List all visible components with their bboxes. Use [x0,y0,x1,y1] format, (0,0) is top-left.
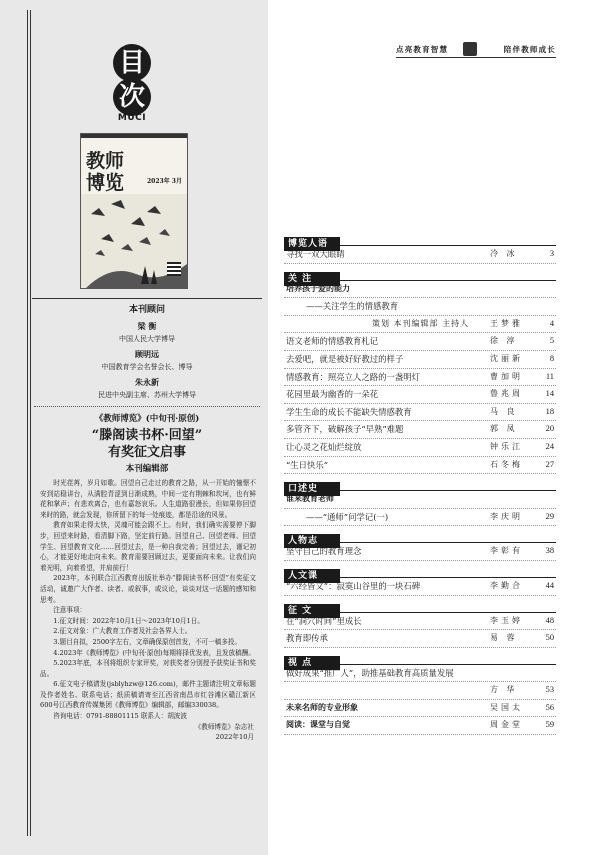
section-header [284,476,556,495]
toc-entry[interactable] [284,369,556,387]
entry-title: “六经皆文”：寂寞山谷里的一块石碑 [286,580,421,591]
entry-page: 56 [545,702,554,712]
announcement-body [40,478,256,743]
magazine-cover [80,133,188,289]
entry-page: 38 [545,546,554,556]
entry-author: 马 良 [490,406,518,416]
toc-entry[interactable] [284,316,556,334]
cover-issue: 2023年 3月 [147,178,182,185]
entry-author: 李庆明 [490,511,523,521]
entry-page: 14 [545,389,554,399]
entry-page: 53 [545,685,554,695]
table-of-contents [284,229,556,735]
announcement-subtitle: 有奖征文启事 [107,445,186,460]
notice-item: 2.征文对象：广大教育工作者及社会各界人士。 [53,627,192,636]
divider [34,406,260,407]
cover-title: 教师 博览 [86,150,125,194]
entry-title: 学生生命的成长不能缺失情感教育 [286,406,412,417]
signature: 《教师博览》杂志社 [194,722,254,731]
toc-entry[interactable] [284,682,556,700]
notice-heading: 注意事项： [53,606,87,615]
entry-title: ——关注学生的情感教育 [306,301,399,312]
advisors-heading: 本刊顾问 [128,305,165,315]
entry-title: “生日快乐” [286,459,329,470]
entry-staff: 策划 本刊编辑部 主持人 [372,318,470,328]
toc-entry[interactable] [284,246,556,264]
toc-entry[interactable] [284,404,556,422]
entry-author: 李勤合 [490,580,523,590]
entry-page: 18 [545,406,554,416]
toc-entry[interactable] [284,281,556,299]
advisor-role: 中国教育学会名誉会长、博导 [101,363,193,371]
heading-char-mu: 目 [113,44,151,82]
section-header [284,650,556,668]
entry-page: 24 [545,441,554,451]
section-title: 人物志 [284,534,340,548]
entry-author: 易 蓉 [490,633,518,643]
heading-char-ci: 次 [113,78,151,116]
advisor-name: 顾明远 [135,349,159,359]
toc-entry[interactable] [284,351,556,369]
toc-entry[interactable] [284,298,556,316]
entry-title: 未来名师的专业形象 [286,702,358,712]
entry-page: 44 [545,580,554,590]
vertical-rule [30,10,31,836]
paragraph: 2023年，本刊联合江西教育出版社举办“滕阁读书杯·回望”有奖征文活动，诚邀广大作者、读者、或叙事，或议论，谈谈对这一话题的感知和思考。 [40,574,256,604]
section-title: 征 文 [284,604,340,618]
toc-entry[interactable] [284,386,556,404]
entry-title: 培养孩子爱的能力 [286,283,350,293]
notice-item: 5.2023年底，本刊将组织专家评奖，对获奖者分别授予获奖证书和奖品。 [40,659,256,678]
divider [396,57,556,58]
paragraph: 时光荏苒，岁月如歌。回望自己走过的教育之路，从一开始的憧憬不安到站稳讲台，从满腔青涩到日渐成熟，中间一定有荆棘和坎坷，也有鲜花和掌声；有悲欢离合，也有嘉怒哀乐。人生道路很漫长，但如果你回望来时的路，就会发现，你所留下的每一处痕迹，都是沿途的风景。 [40,479,256,519]
announcement-dept: 本刊编辑部 [125,464,169,474]
entry-title: 去爱吧，就是被好好教过的样子 [286,353,404,364]
notice-item: 3.题目自拟，2500字左右，文章确保原创首发，不可一稿多投。 [53,637,242,646]
entry-page: 8 [549,353,554,363]
toc-entry[interactable] [284,333,556,351]
entry-author: 郭 凤 [490,424,518,434]
logo-icon [463,42,477,56]
entry-author: 钟乐江 [490,441,523,451]
toc-entry[interactable] [284,630,556,648]
entry-page: 50 [545,633,554,643]
entry-page: 11 [545,371,554,381]
section-header [284,598,556,616]
section-title: 视 点 [284,656,340,670]
entry-author: 王梦雅 [490,318,523,328]
entry-page: 48 [545,615,554,625]
toc-entry[interactable] [284,439,556,457]
entry-title: 情感教育：照亮立人之路的一盏明灯 [286,371,420,382]
entry-title: ——“通师”问学记(一) [306,511,389,522]
section-header [284,528,556,547]
entry-author: 吴国太 [490,702,523,712]
entry-title: 阅读：课堂与自觉 [286,720,350,730]
entry-author: 方 华 [490,685,518,695]
section-header [284,563,556,581]
toc-entry[interactable] [284,509,556,527]
heading-latin: MUCI [117,113,147,123]
toc-entry[interactable] [284,578,556,596]
entry-author: 鲁兆周 [490,389,523,399]
entry-page: 27 [545,459,554,469]
toc-entry[interactable] [284,665,556,683]
toc-entry[interactable] [284,491,556,509]
toc-entry[interactable] [284,543,556,561]
notice-item: 1.征文时间：2022年10月1日～2023年10月1日。 [53,616,204,625]
entry-page: 5 [549,336,554,346]
entry-author: 李彰有 [490,546,523,556]
tagline: 点亮教育智慧 陪伴教师成长 [396,45,556,54]
entry-page: 59 [545,720,554,730]
section-header [284,266,556,284]
entry-author: 石冬梅 [490,459,523,469]
toc-entry[interactable] [284,700,556,718]
entry-author: 周金堂 [490,720,523,730]
section-title: 博览人语 [284,237,340,251]
entry-page: 20 [545,424,554,434]
toc-entry[interactable] [284,613,556,631]
entry-author: 曹加明 [490,371,523,381]
entry-title: 多管齐下，破解孩子“早熟”难题 [286,424,404,435]
section-header [284,231,556,249]
announcement-title: “滕阁读书杯·回望” [91,428,203,443]
advisor-role: 中国人民大学博导 [119,335,175,343]
entry-title: 语文老师的情感教育札记 [286,336,379,347]
entry-author: 李玉婷 [490,615,523,625]
signature-date: 2022年10月 [215,733,254,742]
qr-code [167,262,181,276]
contact-line: 咨询电话：0791-88801115 联系人：胡波波 [53,712,187,721]
entry-title: 谁来教育老师 [286,494,334,504]
entry-page: 29 [545,511,554,521]
divider [32,298,262,299]
advisor-name: 梁 衡 [137,321,157,331]
vertical-rule [27,10,28,836]
entry-title: 寻找一双大眼睛 [286,249,345,259]
section-title: 关 注 [284,272,340,286]
entry-author: 冷 冰 [490,249,518,258]
announcement-magazine: 《教师博览》(中旬刊·原创) [94,414,200,424]
entry-title: 在“洞穴时间”里成长 [286,615,362,626]
advisor-role: 民进中央副主席、苏州大学博导 [98,391,196,399]
entry-page: 4 [549,318,554,328]
section-title: 人文课 [284,569,340,583]
entry-title: 做好成果“推广人”，助推基础教育高质量发展 [286,667,454,678]
notice-item: 6.征文电子稿请发(jsblyhzw@126.com)，邮件主题请注明文章标题及作者姓名、联系电话；纸质稿请寄至江西省南昌市红谷滩区赣江新区600号江西教育传媒集团《教师博览》编辑部，邮编330038。 [40,680,256,710]
entry-author: 沈丽新 [490,353,523,363]
entry-title: 让心灵之花灿烂绽放 [286,441,362,452]
advisor-name: 朱永新 [135,377,159,387]
section-title: 口述史 [284,482,340,496]
toc-entry[interactable] [284,717,556,735]
entry-author: 徐 淳 [490,336,518,346]
notice-item: 4.2023年《教师博览》(中旬刊·原创)每期将择优发表，且发放稿酬。 [53,648,255,657]
paragraph: 教育如果走得太快，灵魂可能会跟不上。有时，我们确实需要停下脚步，回望来时路，看清脚下路，坚定前行路。回望自己、回望老师、回望学生、回望教育文化……回望过去，是一种自我完善；回望过去，谨记初心，才能更好地走向未来。教育需要回顾过去，更要面向未来。让我们向着光明，向着希望，并肩前行！ [40,521,256,572]
toc-entry[interactable] [284,421,556,439]
entry-page: 3 [549,249,554,258]
entry-title: 教育即传承 [286,633,328,644]
toc-entry[interactable] [284,457,556,475]
entry-title: 花园里最为幽香的一朵花 [286,389,379,400]
entry-title: 坚守自己的教育理念 [286,546,362,557]
